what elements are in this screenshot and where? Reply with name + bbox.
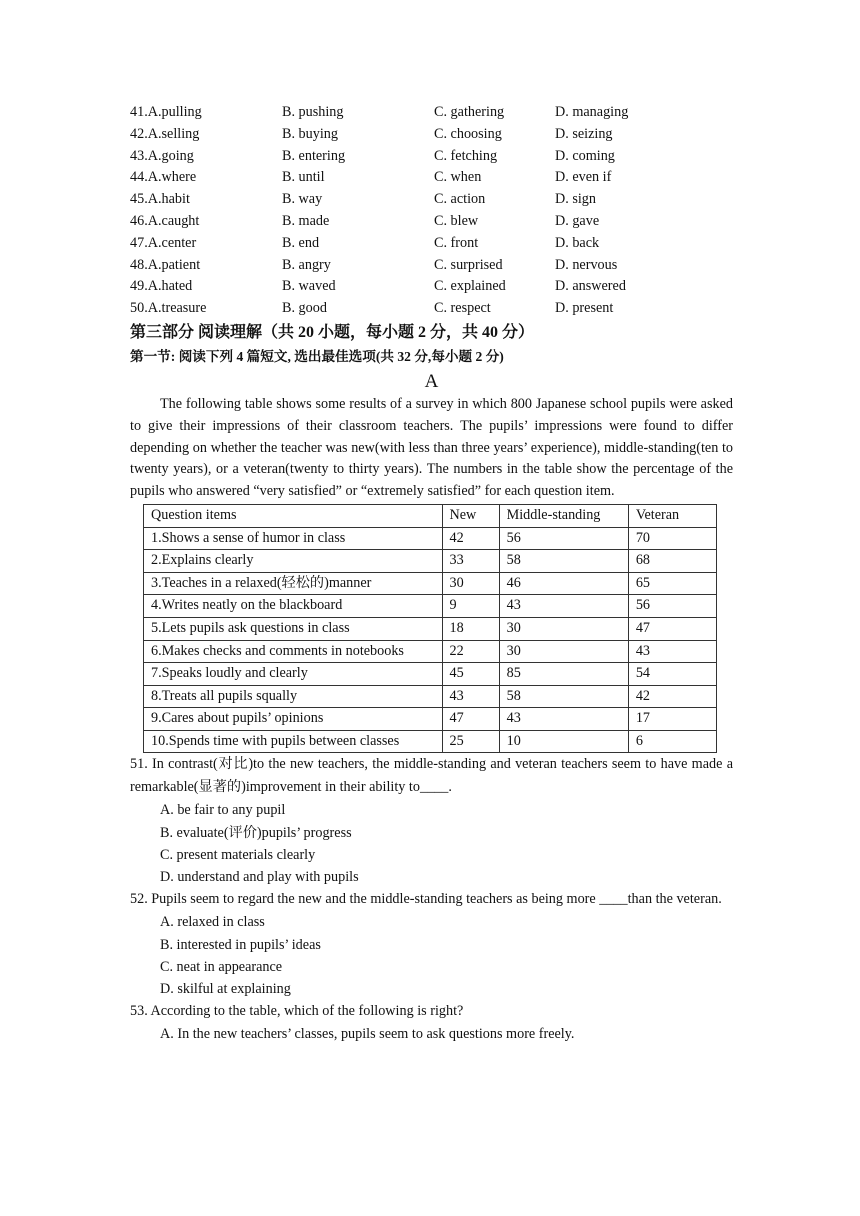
- table-cell: 18: [442, 617, 499, 640]
- table-cell: 65: [628, 572, 716, 595]
- passage-letter: A: [424, 370, 439, 392]
- table-cell: 30: [499, 617, 628, 640]
- question-51: [130, 753, 733, 888]
- table-cell: 54: [628, 663, 716, 686]
- table-cell: 10: [499, 730, 628, 753]
- table-cell: 58: [499, 550, 628, 573]
- option-row: 49.A.hated B. waved C. explained D. answered: [130, 278, 626, 295]
- survey-table: [143, 504, 717, 754]
- table-cell: 70: [628, 527, 716, 550]
- table-cell: 4.Writes neatly on the blackboard: [144, 595, 443, 618]
- table-cell: 56: [499, 527, 628, 550]
- table-cell: 22: [442, 640, 499, 663]
- table-cell: 42: [628, 685, 716, 708]
- question-stem: 52. Pupils seem to regard the new and the middle-standing teachers as being more ____than the veteran.: [130, 891, 722, 908]
- table-row: [144, 685, 717, 708]
- table-cell: 1.Shows a sense of humor in class: [144, 527, 443, 550]
- table-cell: 9.Cares about pupils’ opinions: [144, 708, 443, 731]
- table-row: [144, 617, 717, 640]
- table-cell: 33: [442, 550, 499, 573]
- table-cell: 2.Explains clearly: [144, 550, 443, 573]
- table-cell: 43: [628, 640, 716, 663]
- table-cell: 56: [628, 595, 716, 618]
- table-cell: 17: [628, 708, 716, 731]
- passage-paragraph: The following table shows some results of a survey in which 800 Japanese school pupils were asked to give their impressions of their classroom teachers. The pupils’ impressions were found to differ depending on whether the teacher was new(with less than three years’ experience), middle-standing(ten to twenty years), or a veteran(twenty to thirty years). The numbers in the table show the percentage of the pupils who answered “very satisfied” or “extremely satisfied” for each question item.: [130, 395, 733, 500]
- option-row: 45.A.habit B. way C. action D. sign: [130, 191, 596, 208]
- table-cell: 6: [628, 730, 716, 753]
- exam-page: [130, 102, 733, 1045]
- cloze-options: [130, 102, 733, 320]
- table-header: Middle-standing: [499, 504, 628, 527]
- table-cell: 6.Makes checks and comments in notebooks: [144, 640, 443, 663]
- answer-option: D. understand and play with pupils: [160, 869, 359, 886]
- table-row: [144, 572, 717, 595]
- table-cell: 30: [499, 640, 628, 663]
- question-stem: 53. According to the table, which of the following is right?: [130, 1003, 464, 1020]
- option-row: 42.A.selling B. buying C. choosing D. seizing: [130, 125, 613, 142]
- answer-option: D. skilful at explaining: [160, 980, 291, 997]
- option-row: 50.A.treasure B. good C. respect D. present: [130, 300, 614, 317]
- part-title: 第三部分 阅读理解（共 20 小题，每小题 2 分，共 40 分）: [130, 323, 535, 341]
- table-cell: 45: [442, 663, 499, 686]
- table-header: Veteran: [628, 504, 716, 527]
- table-cell: 43: [499, 708, 628, 731]
- table-cell: 47: [628, 617, 716, 640]
- question-52: [130, 888, 733, 1000]
- table-row: [144, 663, 717, 686]
- answer-option: A. be fair to any pupil: [160, 802, 286, 819]
- table-row: [144, 595, 717, 618]
- table-cell: 3.Teaches in a relaxed(轻松的)manner: [144, 572, 443, 595]
- question-stem: 51. In contrast(对比)to the new teachers, the middle-standing and veteran teachers seem to have made a remarkable(显著的)improvement in their ability to____.: [130, 756, 733, 796]
- table-cell: 85: [499, 663, 628, 686]
- table-cell: 7.Speaks loudly and clearly: [144, 663, 443, 686]
- option-row: 46.A.caught B. made C. blew D. gave: [130, 212, 600, 229]
- question-53: [130, 1000, 733, 1045]
- option-row: 43.A.going B. entering C. fetching D. coming: [130, 147, 615, 164]
- answer-option: A. In the new teachers’ classes, pupils seem to ask questions more freely.: [160, 1026, 575, 1043]
- option-row: 41.A.pulling B. pushing C. gathering D. managing: [130, 104, 629, 120]
- option-row: 47.A.center B. end C. front D. back: [130, 234, 600, 251]
- answer-option: B. interested in pupils’ ideas: [160, 936, 321, 953]
- answer-option: C. present materials clearly: [160, 846, 316, 863]
- table-header-row: [144, 504, 717, 527]
- answer-option: A. relaxed in class: [160, 914, 265, 931]
- table-row: [144, 730, 717, 753]
- table-cell: 47: [442, 708, 499, 731]
- table-cell: 9: [442, 595, 499, 618]
- answer-option: B. evaluate(评价)pupils’ progress: [160, 824, 352, 841]
- answer-option: C. neat in appearance: [160, 958, 283, 975]
- table-cell: 46: [499, 572, 628, 595]
- table-row: [144, 640, 717, 663]
- table-cell: 68: [628, 550, 716, 573]
- table-cell: 30: [442, 572, 499, 595]
- table-cell: 10.Spends time with pupils between classes: [144, 730, 443, 753]
- section-title: 第一节: 阅读下列 4 篇短文, 选出最佳选项(共 32 分,每小题 2 分): [130, 348, 504, 364]
- table-cell: 25: [442, 730, 499, 753]
- table-cell: 43: [499, 595, 628, 618]
- option-row: 44.A.where B. until C. when D. even if: [130, 169, 612, 186]
- table-cell: 58: [499, 685, 628, 708]
- table-row: [144, 527, 717, 550]
- table-cell: 8.Treats all pupils squally: [144, 685, 443, 708]
- table-header: Question items: [144, 504, 443, 527]
- table-cell: 5.Lets pupils ask questions in class: [144, 617, 443, 640]
- table-cell: 42: [442, 527, 499, 550]
- option-row: 48.A.patient B. angry C. surprised D. nervous: [130, 256, 618, 273]
- table-cell: 43: [442, 685, 499, 708]
- table-header: New: [442, 504, 499, 527]
- table-row: [144, 550, 717, 573]
- table-row: [144, 708, 717, 731]
